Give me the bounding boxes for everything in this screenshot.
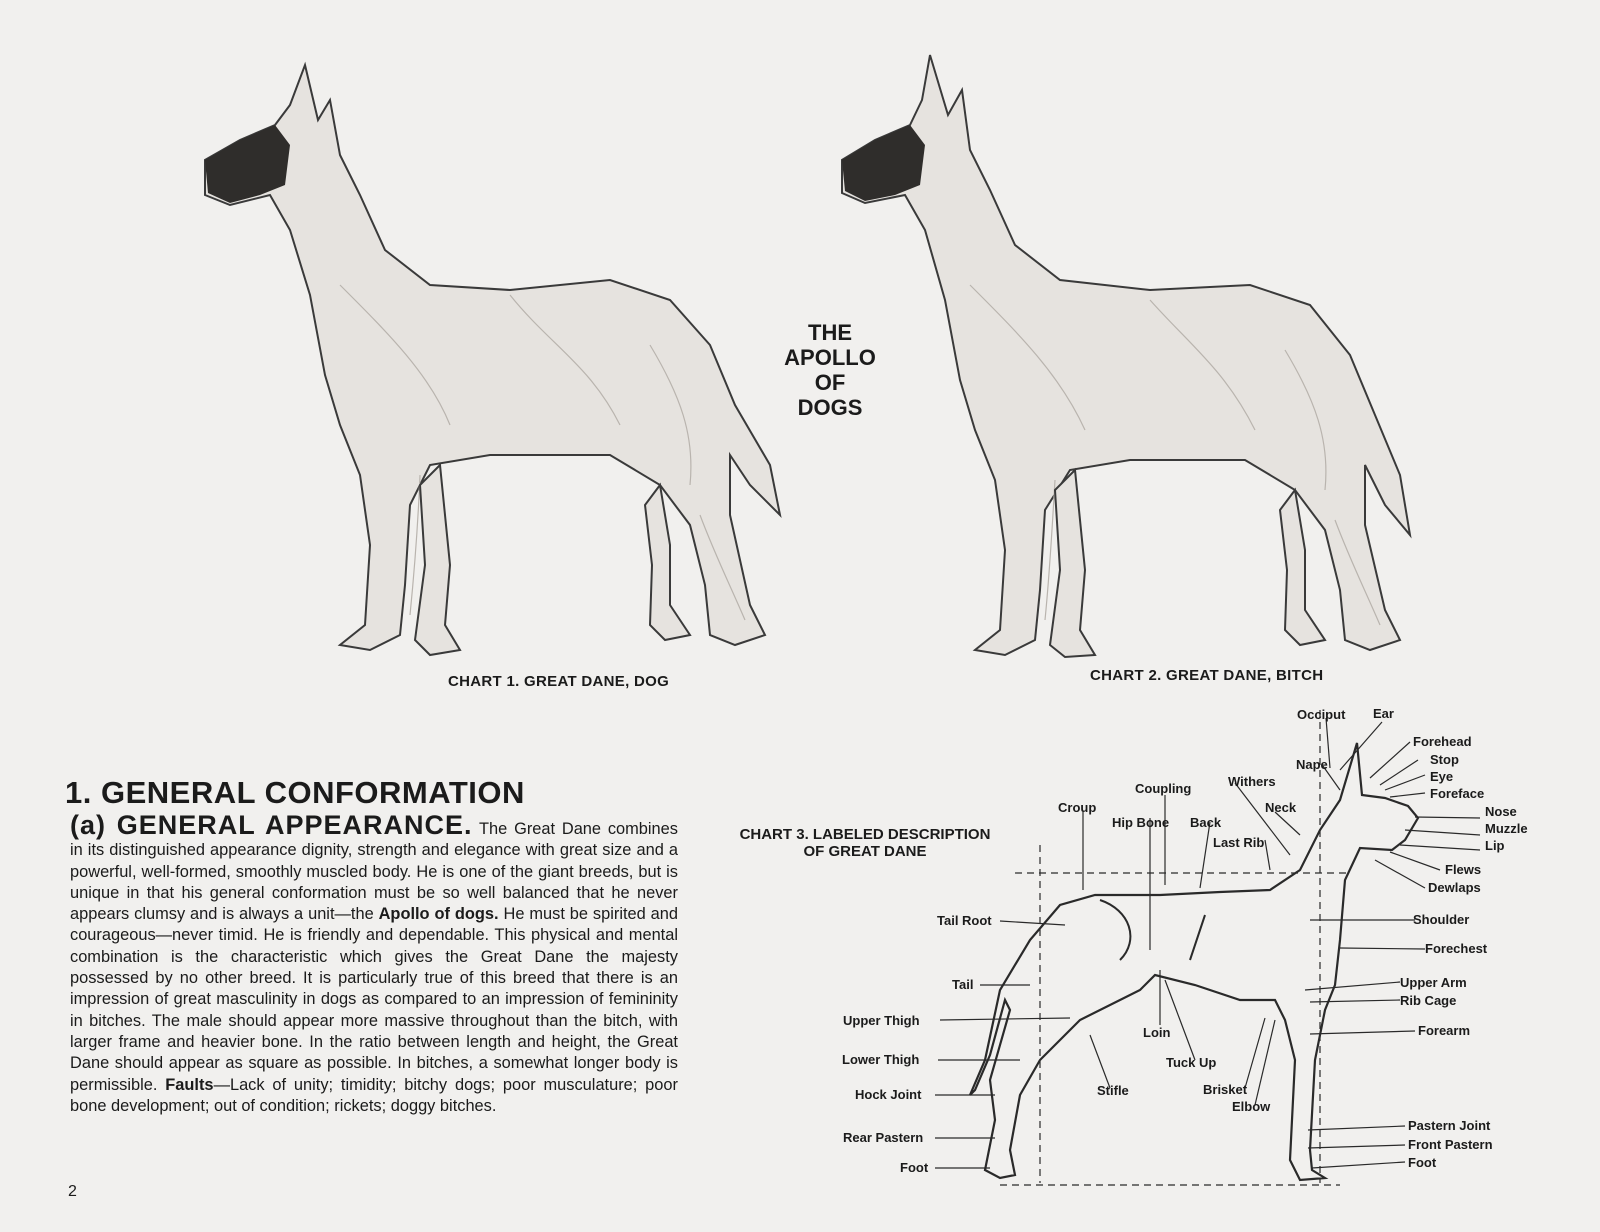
label-ear: Ear — [1373, 706, 1394, 721]
dog-outline — [970, 743, 1418, 1180]
label-shoulder: Shoulder — [1413, 912, 1470, 927]
label-back: Back — [1190, 815, 1222, 830]
label-flews: Flews — [1445, 862, 1482, 877]
label-croup: Croup — [1058, 800, 1097, 815]
label-foreface: Foreface — [1430, 786, 1485, 801]
label-hock-joint: Hock Joint — [855, 1087, 922, 1102]
label-loin: Loin — [1143, 1025, 1171, 1040]
label-front-pastern: Front Pastern — [1408, 1137, 1493, 1152]
apollo-heading-line: THE — [808, 320, 852, 345]
apollo-heading-line: APOLLO — [784, 345, 876, 370]
label-neck: Neck — [1265, 800, 1297, 815]
apollo-heading-line: DOGS — [797, 395, 863, 420]
label-stop: Stop — [1430, 752, 1459, 767]
label-hip-bone: Hip Bone — [1112, 815, 1170, 830]
label-dewlaps: Dewlaps — [1428, 880, 1481, 895]
label-elbow: Elbow — [1232, 1099, 1271, 1114]
label-stifle: Stifle — [1097, 1083, 1129, 1098]
label-rib-cage: Rib Cage — [1400, 993, 1457, 1008]
chart1-caption: CHART 1. GREAT DANE, DOG — [448, 673, 670, 690]
label-upper-thigh: Upper Thigh — [843, 1013, 920, 1028]
label-tuck-up: Tuck Up — [1166, 1055, 1217, 1070]
label-nape: Nape — [1296, 757, 1328, 772]
chart2-caption: CHART 2. GREAT DANE, BITCH — [1090, 667, 1324, 684]
apollo-bold: Apollo of dogs. — [378, 905, 499, 924]
subsection-heading: (a) GENERAL APPEARANCE. — [70, 810, 473, 840]
label-muzzle: Muzzle — [1485, 821, 1528, 836]
label-occiput: Occiput — [1297, 707, 1346, 722]
label-lower-thigh: Lower Thigh — [842, 1052, 920, 1067]
diagram-labels — [842, 706, 1528, 1175]
label-tail: Tail — [952, 977, 974, 992]
label-foot-rear: Foot — [900, 1160, 929, 1175]
label-last-rib: Last Rib — [1213, 835, 1265, 850]
label-forearm: Forearm — [1418, 1023, 1471, 1038]
body-middle: He must be spirited and courageous—never timid. He is friendly and dependable. This physical and mental combination is the characteristic which gives the Great Dane the majesty possessed by no other breed. It is particularly true of this breed that there is an impression of great masculinity in dogs as compared to an impression of femininity in bitches. The male should appear more massive throughout than the bitch, with larger frame and heavier bone. In the ratio between length and height, the Great Dane should appear as square as possible. In bitches, a somewhat longer body is permissible. — [70, 905, 679, 1094]
label-withers: Withers — [1228, 774, 1276, 789]
label-eye: Eye — [1430, 769, 1454, 784]
label-foot-front: Foot — [1408, 1155, 1437, 1170]
label-rear-pastern: Rear Pastern — [843, 1130, 924, 1145]
leader-lines — [935, 718, 1480, 1168]
apollo-heading-line: OF — [814, 370, 846, 395]
label-lip: Lip — [1485, 838, 1505, 853]
faults-label: Faults — [165, 1075, 214, 1094]
label-tail-root: Tail Root — [937, 913, 992, 928]
label-coupling: Coupling — [1135, 781, 1192, 796]
chart3-title-line: OF GREAT DANE — [803, 843, 927, 860]
faults-text: —Lack of unity; timidity; bitchy dogs; poor musculature; poor bone development; out of condition; rickets; doggy bitches. — [70, 1075, 678, 1115]
body-intro: The Great Dane combines in its distinguished appearance dignity, strength and elegance with great size and a powerful, well-formed, smoothly muscled body. He is one of the giant breeds, but is unique in that his general conformation must be so well balanced that he never appears clumsy and is always a unit—the — [70, 820, 678, 924]
label-pastern-joint: Pastern Joint — [1408, 1118, 1491, 1133]
page-number: 2 — [68, 1183, 77, 1200]
label-nose: Nose — [1485, 804, 1517, 819]
chart3-title-line: CHART 3. LABELED DESCRIPTION — [739, 826, 991, 843]
label-forechest: Forechest — [1425, 941, 1488, 956]
label-upper-arm: Upper Arm — [1400, 975, 1467, 990]
section-title: 1. GENERAL CONFORMATION — [65, 775, 525, 810]
label-brisket: Brisket — [1203, 1082, 1248, 1097]
label-forehead: Forehead — [1413, 734, 1472, 749]
